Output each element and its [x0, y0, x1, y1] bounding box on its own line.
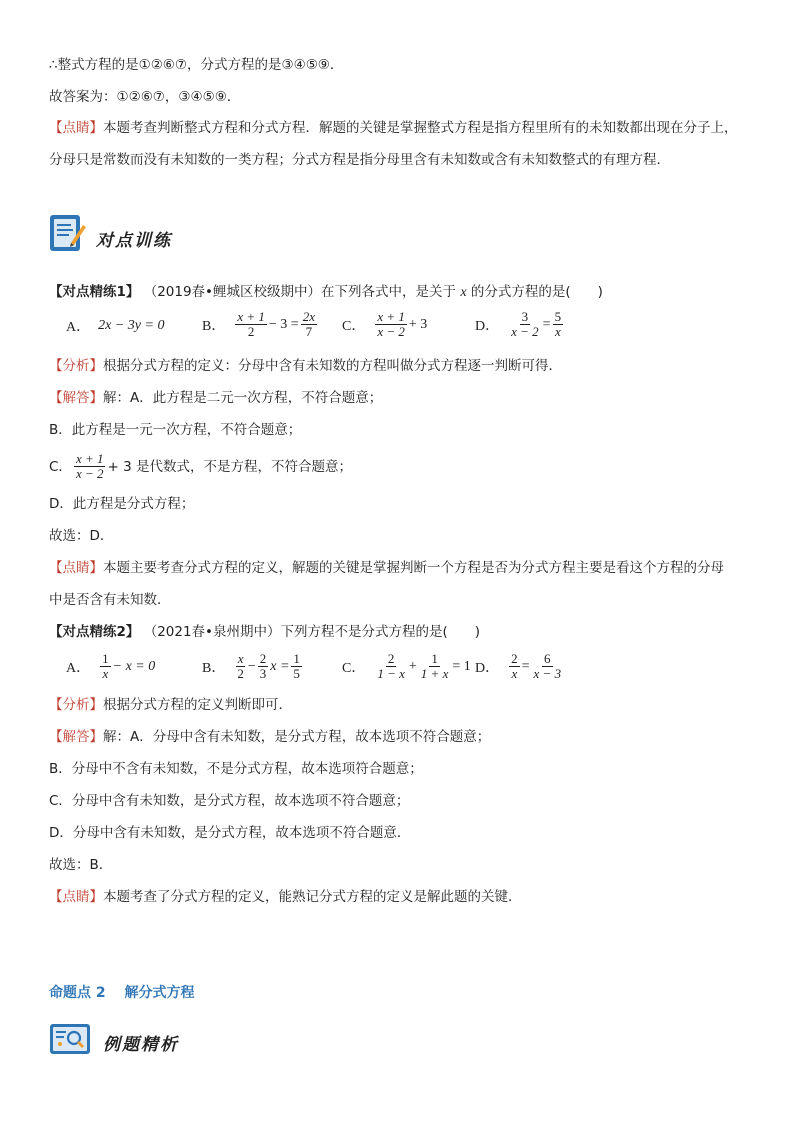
option-label: B．: [202, 660, 226, 676]
operator: − x = 0: [112, 658, 156, 674]
answer-line: 故答案为：①②⑥⑦，③④⑤⑨．: [49, 89, 241, 105]
section-title-examples: 例题精析: [103, 1035, 179, 1055]
operator: =: [521, 658, 530, 674]
section-title-training: 对点训练: [96, 231, 172, 251]
example-icon: [49, 1022, 91, 1056]
topic-title: 解分式方程: [124, 985, 195, 1001]
denominator: x − 3: [533, 666, 562, 681]
numerator: 2x: [302, 309, 315, 324]
solution-text: 解：A．此方程是二元一次方程，不符合题意；: [103, 390, 383, 406]
numerator: 2: [387, 651, 395, 666]
denominator: 2: [247, 324, 255, 339]
q1-stem: [49, 282, 603, 303]
option-expr: 2x − 3y = 0: [98, 318, 165, 333]
fraction: [74, 452, 106, 481]
operator: x =: [270, 658, 290, 674]
topic-label: 命题点 2: [49, 985, 106, 1001]
operator: =: [542, 316, 551, 332]
numerator: x + 1: [237, 309, 265, 324]
q1-option-a: [66, 316, 164, 336]
solution-text: + 3 是代数式，不是方程，不符合题意；: [107, 458, 352, 475]
denominator: x: [554, 324, 561, 339]
training-icon: [49, 213, 87, 253]
solution-tag: 【解答】: [49, 729, 103, 745]
numerator: x + 1: [75, 451, 104, 466]
q2-solution-b: B．分母中不含有未知数，不是分式方程，故本选项符合题意；: [49, 761, 423, 777]
q2-stem: [49, 622, 480, 642]
q1-tail: 的分式方程的是( ): [470, 284, 603, 300]
operator: = 1: [452, 658, 471, 674]
q1-source: （2019春•鲤城区校级期中）在下列各式中，是关于: [143, 284, 457, 300]
fraction: [509, 310, 541, 339]
q2-tag: 【对点精练2】: [49, 624, 140, 640]
q2-option-a: [66, 652, 155, 681]
option-label: A．: [66, 660, 91, 676]
fraction: [291, 652, 302, 681]
numerator: 1: [102, 651, 109, 666]
tip-paragraph-top: [49, 118, 738, 138]
denominator: 5: [293, 666, 300, 681]
denominator: x − 2: [377, 324, 405, 339]
tip-text: 本题考查了分式方程的定义，能熟记分式方程的定义是解此题的关键．: [103, 889, 522, 905]
option-label: C．: [342, 660, 366, 676]
option-label: C．: [342, 318, 366, 334]
q1-tip-cont: 中是否含有未知数．: [49, 592, 171, 608]
numerator: 3: [521, 309, 529, 324]
q1-option-d: [475, 310, 565, 339]
numerator: 5: [554, 309, 562, 324]
q2-analysis: [49, 695, 292, 715]
q1-solution-a: [49, 388, 382, 408]
q1-option-c: [342, 310, 427, 339]
fraction: [258, 652, 269, 681]
q2-choice: 故选：B．: [49, 857, 113, 873]
option-label: D．: [475, 660, 500, 676]
q1-tag: 【对点精练1】: [49, 284, 140, 300]
denominator: 2: [237, 666, 244, 681]
q2-option-d: [475, 652, 565, 681]
fraction: [419, 652, 451, 681]
fraction: [509, 652, 520, 681]
fraction: [375, 652, 407, 681]
solution-tag: 【解答】: [49, 390, 103, 406]
operator: −: [247, 658, 256, 674]
numerator: 2: [511, 651, 518, 666]
numerator: x: [237, 651, 244, 666]
operator: + 3: [408, 316, 428, 332]
q2-tip: [49, 887, 522, 907]
numerator: x + 1: [377, 309, 405, 324]
q1-choice: 故选：D．: [49, 528, 114, 544]
fraction: [553, 310, 564, 339]
analysis-tag: 【分析】: [49, 358, 103, 374]
q1-tip: [49, 558, 724, 578]
q2-option-c: [342, 652, 471, 681]
q2-option-b: [202, 652, 304, 681]
analysis-text: 根据分式方程的定义：分母中含有未知数的方程叫做分式方程逐一判断可得．: [103, 358, 562, 374]
q2-source: （2021春•泉州期中）下列方程不是分式方程的是( ): [143, 624, 481, 640]
solution-prefix: C．: [49, 458, 72, 475]
q2-solution-a: [49, 727, 490, 747]
denominator: 3: [259, 666, 267, 681]
q1-solution-c: [49, 452, 352, 481]
q2-solution-d: D．分母中含有未知数，是分式方程，故本选项不符合题意．: [49, 825, 411, 841]
denominator: 1 + x: [420, 666, 449, 681]
numerator: 1: [431, 651, 438, 666]
denominator: 1 − x: [377, 666, 405, 681]
numerator: 2: [259, 651, 267, 666]
denominator: x: [511, 666, 518, 681]
denominator: x: [102, 666, 109, 681]
fraction: [235, 310, 267, 339]
q1-solution-b: B．此方程是一元一次方程，不符合题意；: [49, 422, 302, 438]
fraction: [100, 652, 111, 681]
denominator: x − 2: [511, 324, 539, 339]
conclusion-line: ∴整式方程的是①②⑥⑦，分式方程的是③④⑤⑨．: [49, 57, 344, 73]
fraction: [375, 310, 407, 339]
solution-text: 解：A．分母中含有未知数，是分式方程，故本选项不符合题意；: [103, 729, 491, 745]
operator: − 3 =: [268, 316, 299, 332]
q1-option-b: [202, 310, 319, 339]
q1-analysis: [49, 356, 562, 376]
tip-tag: 【点睛】: [49, 560, 103, 576]
tip-text: 本题考查判断整式方程和分式方程．解题的关键是掌握整式方程是指方程里所有的未知数都出现在分子上，: [103, 120, 738, 136]
operator: +: [408, 658, 417, 674]
analysis-tag: 【分析】: [49, 697, 103, 713]
analysis-text: 根据分式方程的定义判断即可．: [103, 697, 292, 713]
tip-tag: 【点睛】: [49, 120, 103, 136]
tip-text: 本题主要考查分式方程的定义，解题的关键是掌握判断一个方程是否为分式方程主要是看这个方程的分母: [103, 560, 724, 576]
denominator: x − 2: [75, 466, 104, 481]
option-label: B．: [202, 318, 226, 334]
q1-solution-d: D．此方程是分式方程；: [49, 496, 195, 512]
fraction: [532, 652, 564, 681]
fraction: [235, 652, 246, 681]
numerator: 1: [293, 651, 300, 666]
fraction: [301, 310, 317, 339]
numerator: 6: [544, 651, 551, 666]
denominator: 7: [305, 324, 313, 339]
tip-text-cont: 分母只是常数而没有未知数的一类方程；分式方程是指分母里含有未知数或含有未知数整式的有理方程．: [49, 152, 670, 168]
option-label: A．: [66, 320, 91, 335]
topic-heading: [49, 982, 195, 1002]
q2-solution-c: C．分母中含有未知数，是分式方程，故本选项不符合题意；: [49, 793, 410, 809]
q1-var: x: [460, 285, 467, 300]
tip-tag: 【点睛】: [49, 889, 103, 905]
option-label: D．: [475, 318, 500, 334]
